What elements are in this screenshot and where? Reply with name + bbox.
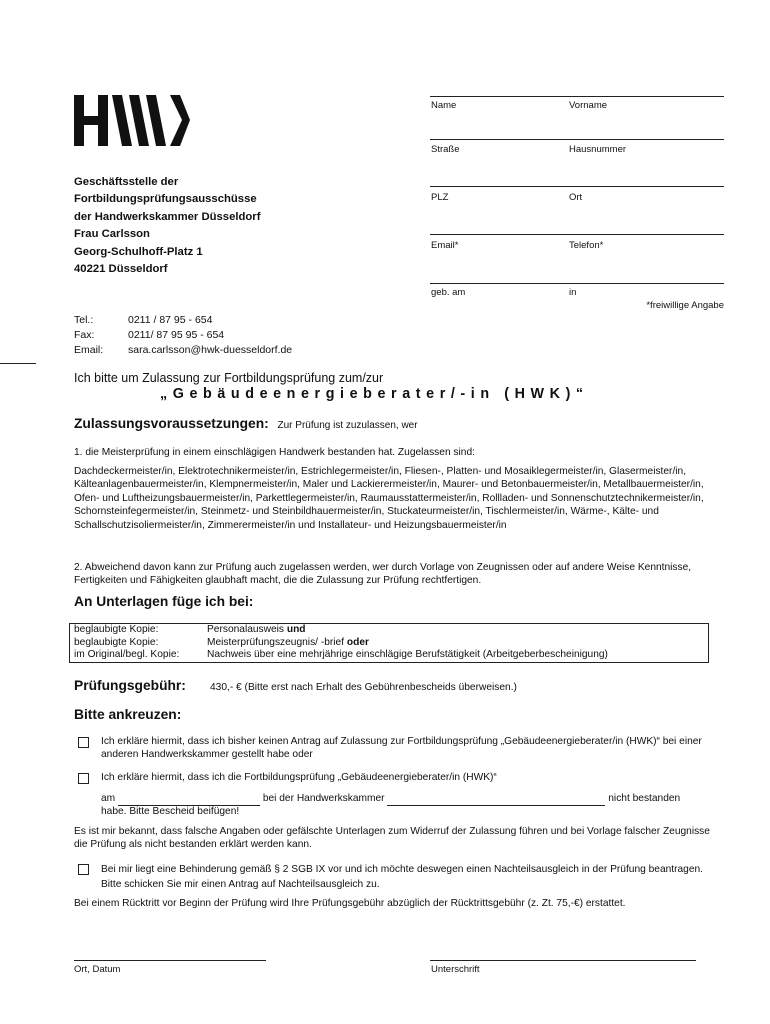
documents-table bbox=[69, 623, 709, 663]
recipient-line: Georg-Schulhoff-Platz 1 bbox=[74, 245, 203, 258]
failed-before-details bbox=[101, 793, 721, 806]
table-row bbox=[70, 637, 709, 650]
tel-value: 0211 / 87 95 - 654 bbox=[128, 314, 213, 326]
failed-before-text: Ich erkläre hiermit, dass ich die Fortbildungsprüfung „Gebäudeenergieberater/in (HWK)“ bbox=[101, 772, 497, 783]
exam-title: „Gebäudeenergieberater/-in (HWK)“ bbox=[160, 386, 589, 402]
birth-field-line[interactable] bbox=[430, 283, 724, 284]
recipient-line: der Handwerkskammer Düsseldorf bbox=[74, 210, 261, 223]
plz-label: PLZ bbox=[431, 192, 449, 203]
doc-cell bbox=[203, 624, 709, 637]
no-prior-application-text: Ich erkläre hiermit, dass ich bisher keinen Antrag auf Zulassung zur Fortbildungsprüfung „Gebäudeenergieberater/in (HWK)“ bei einer anderen Handwerkskammer gestellt habe oder bbox=[101, 736, 702, 760]
city-field-line[interactable] bbox=[430, 186, 724, 187]
name-label: Name bbox=[431, 100, 457, 111]
fee-heading: Prüfungsgebühr: bbox=[74, 678, 186, 693]
checkbox-failed-before[interactable] bbox=[78, 773, 89, 784]
not-passed-label: nicht bestanden bbox=[608, 793, 681, 804]
fax-label: Fax: bbox=[74, 328, 95, 341]
email-label: Email: bbox=[74, 343, 104, 356]
fax-value: 0211/ 87 95 95 - 654 bbox=[128, 328, 225, 341]
doc-name: Meisterprüfungszeugnis/ -brief bbox=[207, 636, 345, 648]
chamber-label: bei der Handwerkskammer bbox=[262, 793, 385, 804]
requirements-heading-row bbox=[74, 416, 418, 431]
contact-block bbox=[74, 313, 292, 357]
requirements-heading: Zulassungsvoraussetzungen: bbox=[74, 416, 269, 431]
tel-label: Tel.: bbox=[74, 314, 94, 326]
requirements-subheading: Zur Prüfung ist zuzulassen, wer bbox=[277, 420, 418, 431]
recipient-line: 40221 Düsseldorf bbox=[74, 263, 168, 276]
place-date-label: Ort, Datum bbox=[74, 964, 121, 975]
signature-field[interactable] bbox=[430, 960, 696, 961]
doc-conjunction: oder bbox=[346, 636, 369, 648]
place-date-field[interactable] bbox=[74, 960, 266, 961]
checkbox-no-prior-application[interactable] bbox=[78, 737, 89, 748]
false-information-warning: Es ist mir bekannt, dass falsche Angaben oder gefälschte Unterlagen zum Widerruf der Zulassung führen und bei Vorlage falscher Zeugnisse die Prüfung als nicht bestanden erklärt werden kann. bbox=[74, 826, 710, 851]
attach-notice: habe. Bitte Bescheid beifügen! bbox=[101, 806, 240, 817]
documents-heading: An Unterlagen füge ich bei: bbox=[74, 594, 254, 609]
doc-cell bbox=[203, 637, 709, 650]
doc-type: beglaubigte Kopie: bbox=[74, 636, 159, 648]
hwk-logo-graphic bbox=[74, 95, 194, 147]
doc-conjunction: und bbox=[286, 624, 306, 635]
email-value[interactable]: sara.carlsson@hwk-duesseldorf.de bbox=[128, 343, 293, 356]
hwk-logo bbox=[74, 95, 194, 147]
name-field-line[interactable] bbox=[430, 96, 724, 97]
recipient-line: Frau Carlsson bbox=[74, 228, 150, 241]
ort-label: Ort bbox=[569, 192, 583, 203]
optional-note: *freiwillige Angabe bbox=[646, 300, 724, 311]
signature-label: Unterschrift bbox=[431, 964, 480, 975]
requirement-point-1: 1. die Meisterprüfung in einem einschlägigen Handwerk bestanden hat. Zugelassen sind: bbox=[74, 447, 475, 458]
checkbox-disability[interactable] bbox=[78, 864, 89, 875]
am-label: am bbox=[101, 793, 116, 804]
withdrawal-notice: Bei einem Rücktritt vor Beginn der Prüfung wird Ihre Prüfungsgebühr abzüglich der Rücktrittsgebühr (z. Zt. 75,-€) erstattet. bbox=[74, 898, 626, 909]
recipient-line: Geschäftsstelle der bbox=[74, 176, 179, 188]
in-label: in bbox=[569, 287, 577, 298]
table-row bbox=[70, 649, 709, 662]
fee-text: 430,- € (Bitte erst nach Erhalt des Gebührenbescheids überweisen.) bbox=[210, 682, 517, 693]
doc-type: im Original/begl. Kopie: bbox=[74, 649, 180, 661]
trades-list: Dachdeckermeister/in, Elektrotechnikermeister/in, Estrichlegermeister/in, Fliesen-, Platten- und Mosaiklegermeister/in, Glasermeister/in, Kälteanlagenbauermeister/in, Klempnermeister/in, Maler und Lackierermeister/in, Maurer- und Betonbauermeister/in, Metallbauermeister/in, Ofen- und Luftheizungsbauermeister/in, Parkettlegermeister/in, Raumausstattermeister/in, Rollladen- und Sonnenschutztechnikermeister/in, Schornsteinfegermeister/in, Steinmetz- und Steinbildhauermeister/in, Stuckateurmeister/in, Tischlermeister/in, Wärme-, Kälte- und Schallschutzisoliermeister/in, Zimmerermeister/in und Installateur- und Heizungsbauermeister/in bbox=[74, 466, 704, 531]
email-field-line[interactable] bbox=[430, 234, 724, 235]
fold-mark bbox=[0, 363, 36, 364]
doc-cell bbox=[203, 649, 709, 662]
check-heading: Bitte ankreuzen: bbox=[74, 707, 182, 722]
applicant-email-label: Email* bbox=[431, 240, 459, 251]
doc-name: Nachweis über eine mehrjährige einschlägige Berufstätigkeit (Arbeitgeberbescheinigung) bbox=[207, 649, 608, 661]
street-field-line[interactable] bbox=[430, 139, 724, 140]
disability-text: Bei mir liegt eine Behinderung gemäß § 2 SGB IX vor und ich möchte deswegen einen Nachteilsausgleich in der Prüfung beantragen. Bitte schicken Sie mir einen Antrag auf Nachteilsausgleich zu. bbox=[101, 864, 703, 890]
strasse-label: Straße bbox=[431, 144, 460, 155]
hausnummer-label: Hausnummer bbox=[569, 144, 627, 155]
recipient-line: Fortbildungsprüfungsausschüsse bbox=[74, 193, 257, 206]
intro-text: Ich bitte um Zulassung zur Fortbildungsprüfung zum/zur bbox=[74, 371, 384, 385]
table-row bbox=[70, 624, 709, 637]
recipient-address bbox=[74, 174, 260, 278]
requirement-point-2: 2. Abweichend davon kann zur Prüfung auch zugelassen werden, wer durch Vorlage von Zeugnissen oder auf andere Weise Kenntnisse, Fertigkeiten und Fähigkeiten glaubhaft macht, die die Zulassung zur Prüfung rechtfertigen. bbox=[74, 562, 692, 587]
doc-type: beglaubigte Kopie: bbox=[74, 624, 159, 635]
geb-am-label: geb. am bbox=[431, 287, 466, 298]
doc-name: Personalausweis bbox=[207, 624, 285, 635]
vorname-label: Vorname bbox=[569, 100, 608, 111]
telefon-label: Telefon* bbox=[569, 240, 604, 251]
